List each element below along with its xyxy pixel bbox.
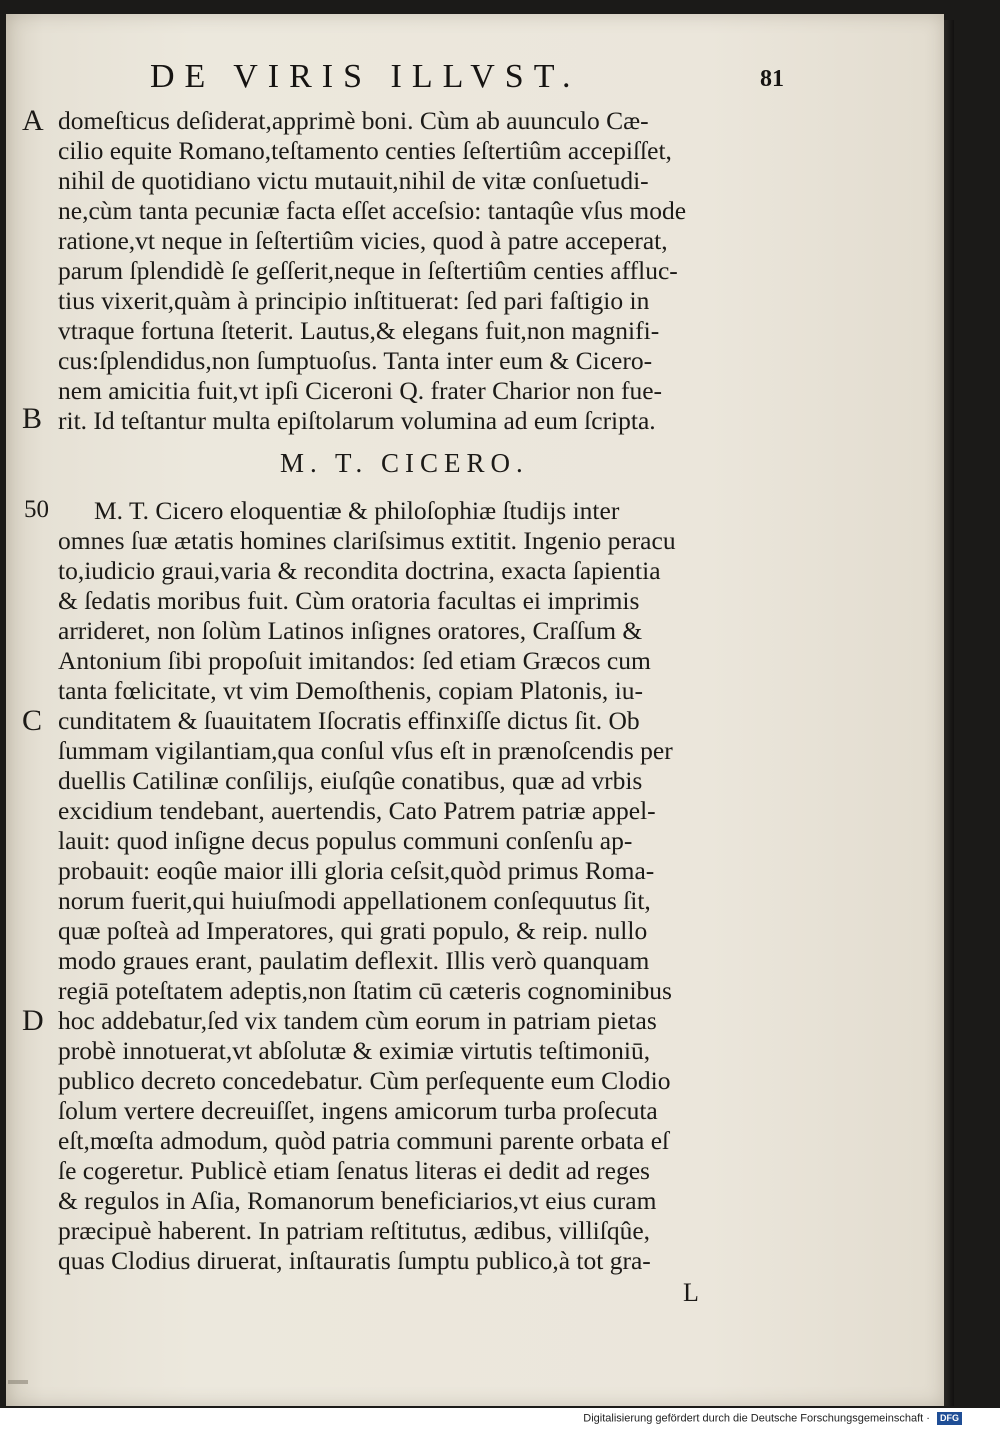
text-line: excidium tendebant, auertendis, Cato Patrem patriæ appel- xyxy=(58,796,656,825)
text-line: quas Clodius diruerat, inſtauratis ſumptu publico,à tot gra- xyxy=(58,1246,651,1275)
text-line: duellis Catilinæ conſilijs, eiuſqûe conatibus, quæ ad vrbis xyxy=(58,766,643,795)
text-line: ne,cùm tanta pecuniæ facta eſſet acceſsio: tantaqûe vſus mode xyxy=(58,196,687,225)
running-title: DE VIRIS ILLVST. xyxy=(150,58,581,95)
text-line: omnes ſuæ ætatis homines clariſsimus extitit. Ingenio peracu xyxy=(58,526,676,555)
text-line: modo graues erant, paulatim deflexit. Illis verò quanquam xyxy=(58,946,650,975)
margin-marker-c: C xyxy=(22,704,43,737)
text-line: Antonium ſibi propoſuit imitandos: ſed etiam Græcos cum xyxy=(58,646,651,675)
margin-marker-d: D xyxy=(22,1004,44,1037)
signature-mark: L xyxy=(683,1278,699,1307)
margin-marker-b: B xyxy=(22,402,43,435)
text-line: tius vixerit,quàm à principio inſtituerat: ſed pari faſtigio in xyxy=(58,286,650,315)
text-line: ſe cogeretur. Publicè etiam ſenatus literas ei dedit ad reges xyxy=(58,1156,650,1185)
text-line: eſt,mœſta admodum, quòd patria communi parente orbata eſ xyxy=(58,1126,670,1155)
text-line: cus:ſplendidus,non ſumptuoſus. Tanta inter eum & Cicero- xyxy=(58,346,653,375)
digitization-credit xyxy=(583,1412,962,1425)
text-line: probauit: eoqûe maior illi gloria ceſsit,quòd primus Roma- xyxy=(58,856,655,885)
text-line: regiā poteſtatem adeptis,non ſtatim cū cæteris cognominibus xyxy=(58,976,672,1005)
text-line: quæ poſteà ad Imperatores, qui grati populo, & reip. nullo xyxy=(58,916,648,945)
page-edge xyxy=(944,20,954,1406)
text-line: ſummam vigilantiam,qua conſul vſus eſt in prænoſcendis per xyxy=(58,736,673,765)
text-line: vtraque fortuna ſteterit. Lautus,& elegans fuit,non magnifi- xyxy=(58,316,660,345)
text-line: & ſedatis moribus fuit. Cùm oratoria facultas ei imprimis xyxy=(58,586,640,615)
text-line: præcipuè haberent. In patriam reſtitutus, ædibus, villiſqûe, xyxy=(58,1216,651,1245)
text-line: ſolum vertere decreuiſſet, ingens amicorum turba proſecuta xyxy=(58,1096,658,1125)
text-line: cilio equite Romano,teſtamento centies ſeſtertiûm accepiſſet, xyxy=(58,136,672,165)
text-line: parum ſplendidè ſe geſſerit,neque in ſeſtertiûm centies affluc- xyxy=(58,256,678,285)
text-line: domeſticus deſiderat,apprimè boni. Cùm ab auunculo Cæ- xyxy=(58,106,649,135)
text-line: publico decreto concedebatur. Cùm perſequente eum Clodio xyxy=(58,1066,671,1095)
text-block-atticus xyxy=(58,106,778,436)
text-line: to,iudicio graui,varia & recondita doctrina, exacta ſapientia xyxy=(58,556,661,585)
section-heading: M. T. CICERO. xyxy=(280,448,529,478)
text-line: tanta fœlicitate, vt vim Demoſthenis, copiam Platonis, iu- xyxy=(58,676,643,705)
credit-text: Digitalisierung gefördert durch die Deutsche Forschungsgemeinschaft · xyxy=(583,1412,930,1425)
text-line: cunditatem & ſuauitatem Iſocratis effinxiſſe dictus ſit. Ob xyxy=(58,706,640,735)
text-line: nem amicitia fuit,vt ipſi Ciceroni Q. frater Charior non fue- xyxy=(58,376,663,405)
text-line: rit. Id teſtantur multa epiſtolarum volumina ad eum ſcripta. xyxy=(58,406,656,435)
text-line: hoc addebatur,ſed vix tandem cùm eorum in patriam pietas xyxy=(58,1006,657,1035)
folio-number: 81 xyxy=(760,66,784,92)
text-line: & regulos in Aſia, Romanorum beneficiarios,vt eius curam xyxy=(58,1186,657,1215)
text-line: arrideret, non ſolùm Latinos inſignes oratores, Craſſum & xyxy=(58,616,643,645)
line-number: 50 xyxy=(24,496,49,523)
text-block-cicero xyxy=(58,496,778,1276)
margin-marker-a: A xyxy=(22,104,44,137)
text-line: ratione,vt neque in ſeſtertiûm vicies, quod à patre acceperat, xyxy=(58,226,668,255)
text-line: norum fuerit,qui huiuſmodi appellationem conſequutus ſit, xyxy=(58,886,651,915)
ink-smudge xyxy=(8,1380,28,1384)
text-line: M. T. Cicero eloquentiæ & philoſophiæ ſtudijs inter xyxy=(94,496,620,525)
dfg-logo: DFG xyxy=(937,1412,962,1425)
text-line: nihil de quotidiano victu mutauit,nihil de vitæ conſuetudi- xyxy=(58,166,649,195)
text-line: probè innotuerat,vt abſolutæ & eximiæ virtutis teſtimoniū, xyxy=(58,1036,651,1065)
text-line: lauit: quod inſigne decus populus communi conſenſu ap- xyxy=(58,826,633,855)
